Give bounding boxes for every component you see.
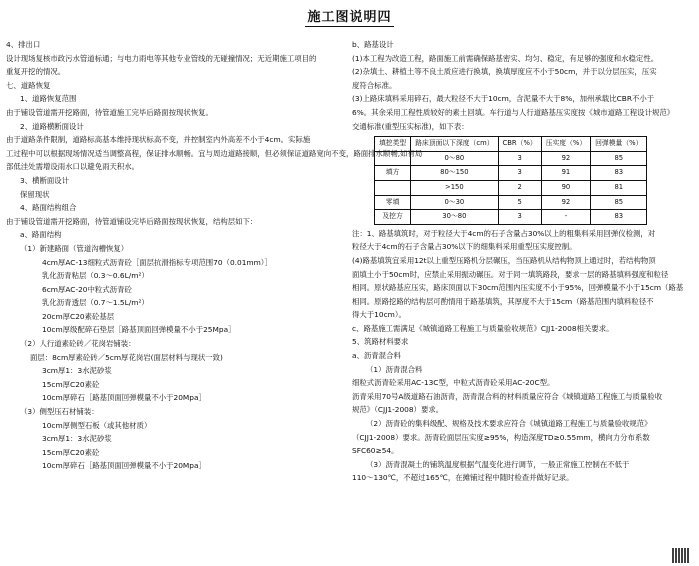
text-line: 细粒式沥青砼采用AC-13C型，中粒式沥青砼采用AC-20C型。: [352, 378, 555, 388]
layer-line: 3cm厚1：3水泥砂浆: [42, 434, 112, 444]
table-cell: 85: [591, 195, 647, 210]
table-row: [375, 180, 647, 195]
text-line: 注：1、路基填筑时，对于粒径大于4cm的石子含量占30%以上的粗集料采用回弹仪检测，对: [352, 228, 656, 238]
table-header: CBR（%）: [498, 137, 541, 152]
table-cell: 30～80: [411, 210, 498, 225]
text-line: 相同。原路挖路的结构层可酌情用于路基填筑，其厚度不大于15cm（路基范围内填料粒径不: [352, 296, 654, 306]
table-cell: 90: [541, 180, 590, 195]
text-line: （2）沥青砼的集料级配、规格及技术要求应符合《城镇道路工程施工与质量验收规范》: [366, 419, 652, 429]
table-row: [375, 210, 647, 225]
table-cell: -: [541, 210, 590, 225]
table-header: 填挖类型: [375, 137, 411, 152]
right-column: [352, 38, 692, 485]
text-line: (4)路基填筑宜采用12t以上重型压路机分层碾压，当压路机从结构物顶上通过时，若结构物顶: [352, 255, 656, 265]
layer-line: 3cm厚1：3水泥砂浆: [42, 366, 112, 376]
table-cell: >150: [411, 180, 498, 195]
layer-line: 10cm厚碎石［路基顶面回弹模量不小于20Mpa］: [42, 461, 206, 471]
table-cell: 及挖方: [375, 210, 411, 225]
table-cell: 2: [498, 180, 541, 195]
layer-line: 乳化沥青粘层（0.3～0.6L/m²）: [42, 271, 149, 281]
table-header-row: [375, 137, 647, 152]
layer-line: 6cm厚AC-20中粒式沥青砼: [42, 284, 132, 294]
section-heading: 4、路面结构组合: [20, 203, 77, 213]
sub-heading: （1）新建路面（管道沟槽恢复）: [20, 243, 129, 253]
text-line: 规范》（CJJ1-2008）要求。: [352, 405, 444, 415]
qr-code-icon: [672, 548, 690, 563]
text-line: 粒径大于4cm的石子含量占30%以下的细集料采用重型压实度控制。: [352, 242, 577, 252]
layer-line: 15cm厚C20素砼: [42, 379, 100, 389]
sub-heading: （1）沥青混合料: [366, 364, 423, 374]
table-cell: 92: [541, 151, 590, 166]
text-line: 面填土小于50cm时，应禁止采用振动碾压。对于同一填筑路段，要求一层的路基填料强度和粒径: [352, 269, 669, 279]
sub-heading: （2）人行道素砼砖／花岗岩铺装：: [20, 339, 136, 349]
table-cell: 83: [591, 166, 647, 181]
table-cell: 81: [591, 180, 647, 195]
text-line: c、路基施工需满足《城镇道路工程施工与质量验收规范》CJJ1-2008相关要求。: [352, 323, 614, 333]
text-line: 相同。原状路基应压实，路床顶面以下30cm范围内压实度不小于95%，回弹模量不小于15cm（路基: [352, 283, 684, 293]
text-line: 由于铺设管道需开挖路面，待管道铺设完毕后路面按现状恢复，结构层如下：: [6, 216, 258, 226]
table-cell: 5: [498, 195, 541, 210]
table-cell: 0～30: [411, 195, 498, 210]
text-line: 工过程中可以根据现场情况适当调整高程，保证排水顺畅。宜与周边道路接顺，但必须保证道路宽向不变，路面排水顺畅,如有局: [6, 148, 423, 158]
table-cell: 3: [498, 210, 541, 225]
layer-line: 10cm厚碎石［路基顶面回弹模量不小于20Mpa］: [42, 393, 206, 403]
text-line: 交通标准(重型压实标准)，如下表：: [352, 121, 469, 131]
text-line: 6%。其余采用工程性质较好的素土回填。车行道与人行道路基压实度按《城市道路工程设计规范》: [352, 107, 675, 117]
text-line: 得大于10cm）。: [352, 310, 406, 320]
text-line: 110～130℃，不超过165℃，在摊铺过程中随时检查并做好记录。: [352, 473, 574, 483]
text-line: SFC60≥54。: [352, 446, 399, 456]
section-heading: 3、横断面设计: [20, 175, 70, 185]
table-row: [375, 166, 647, 181]
layer-line: 面层：8cm厚素砼砖／5cm厚花岗岩(面层材料与现状一致): [30, 352, 223, 362]
table-cell: 3: [498, 151, 541, 166]
table-header: 路床顶面以下深度（cm）: [411, 137, 498, 152]
table-cell: 80～150: [411, 166, 498, 181]
text-line: (3)上路床填料采用碎石，最大粒径不大于10cm，含泥量不大于8%，加州承载比CBR不小于: [352, 94, 655, 104]
text-line: 保留现状: [20, 189, 50, 199]
table-cell: 85: [591, 151, 647, 166]
table-cell: 填方: [375, 166, 411, 181]
text-line: 由于铺设管道需开挖路面，待管道施工完毕后路面按现状恢复。: [6, 107, 213, 117]
table-cell: 83: [591, 210, 647, 225]
layer-line: 4cm厚AC-13细粒式沥青砼［面层抗滑指标专项范围70（0.01mm）］: [42, 257, 272, 267]
text-line: 设计现场复核市政污水管道标通；与电力雨电等其他专业管线的无碰撞情况；无近期施工项目的: [6, 53, 317, 63]
table-row: [375, 195, 647, 210]
compaction-table: [374, 136, 647, 225]
table-header: 回弹模量（%）: [591, 137, 647, 152]
sub-heading: a、沥青混合料: [352, 351, 401, 361]
text-line: 由于道路条件限制，道路标高基本维持现状标高不变，并控制室内外高差不小于4cm。实际施: [6, 135, 311, 145]
section-heading: b、路基设计: [352, 40, 394, 49]
table-row: [375, 151, 647, 166]
section-heading: 1、道路恢复范围: [20, 94, 77, 104]
table-cell: 0～80: [411, 151, 498, 166]
sub-heading: （3）侧型压石材铺装：: [20, 407, 99, 417]
text-line: (2)杂填土、耕植土等不良土质应进行换填，换填厚度应不小于50cm，并于以分层压实，压实: [352, 67, 657, 77]
table-cell: [375, 180, 411, 195]
section-heading: 七、道路恢复: [6, 80, 51, 90]
table-cell: [375, 151, 411, 166]
section-heading: a、路面结构: [20, 230, 62, 240]
layer-line: 乳化沥青透层（0.7～1.5L/m²）: [42, 298, 149, 308]
layer-line: 15cm厚C20素砼: [42, 447, 100, 457]
table-cell: 91: [541, 166, 590, 181]
table-header: 压实度（%）: [541, 137, 590, 152]
table-cell: 零填: [375, 195, 411, 210]
layer-line: 10cm厚级配碎石垫层［路基顶面回弹模量不小于25Mpa］: [42, 325, 236, 335]
page-title: 施工图说明四: [307, 10, 392, 25]
text-line: （3）沥青混凝土的铺筑温度根据气温变化进行调节，一般正常施工控制在不低于: [366, 459, 630, 469]
text-line: 沥青采用70号A级道路石油沥青，沥青混合料的材料质量应符合《城镇道路工程施工与质量验收: [352, 391, 663, 401]
text-line: （CJJ1-2008）要求。沥青砼面层压实度≥95%，构造深度TD≥0.55mm，横向力分布系数: [352, 432, 650, 442]
table-cell: 92: [541, 195, 590, 210]
text-line: 部低洼处需增设雨水口以避免雨天积水。: [6, 162, 140, 172]
section-heading: 4、排出口: [6, 40, 41, 49]
layer-line: 20cm厚C20素砼基层: [42, 311, 115, 321]
section-heading: 5、筑路材料要求: [352, 337, 409, 347]
layer-line: 10cm厚侧型石板（或其他材质）: [42, 420, 152, 430]
text-line: (1)本工程为改造工程，路面施工前需确保路基密实、均匀、稳定，有足够的强度和水稳定性。: [352, 53, 659, 63]
text-line: 重复开挖的情况。: [6, 67, 66, 77]
text-line: 度符合标准。: [352, 80, 397, 90]
table-cell: 3: [498, 166, 541, 181]
section-heading: 2、道路横断面设计: [20, 121, 84, 131]
